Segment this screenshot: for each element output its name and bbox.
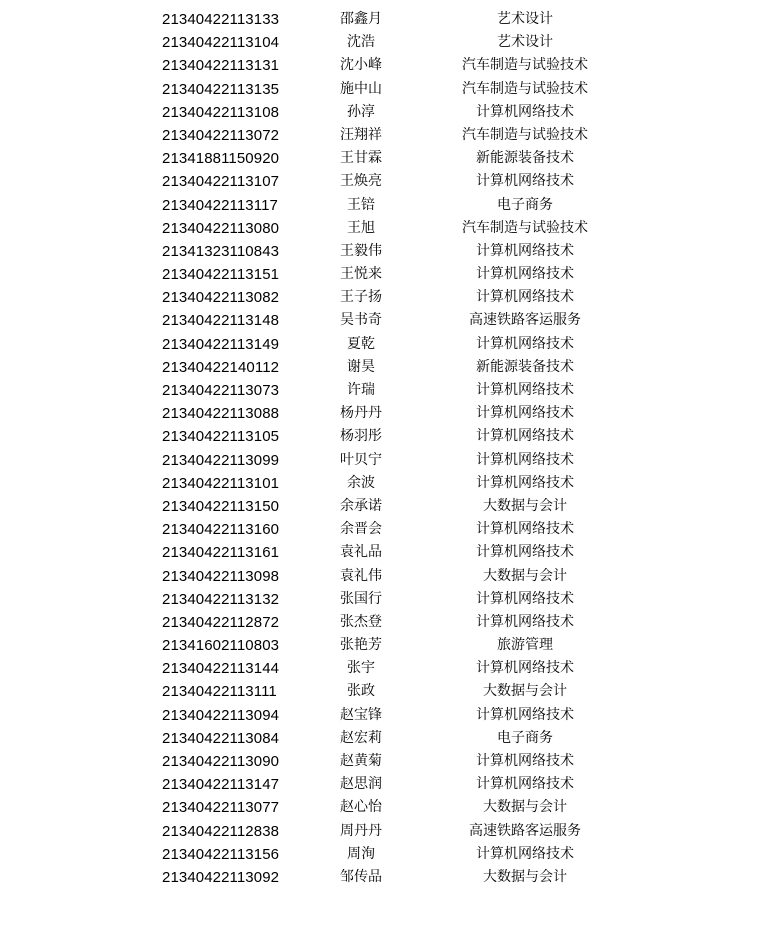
major-cell: 大数据与会计 (483, 868, 567, 885)
student-name-cell: 王悦来 (340, 266, 382, 283)
student-id-cell: 21340422113111 (162, 683, 277, 701)
student-name-cell: 余晋会 (340, 521, 382, 538)
table-row (0, 588, 773, 611)
major-cell: 计算机网络技术 (476, 660, 574, 677)
student-id-cell: 21340422113135 (162, 80, 280, 98)
student-id-cell: 21340422113107 (162, 173, 280, 191)
student-name-cell: 赵心怡 (340, 799, 382, 816)
student-name-cell: 赵思润 (340, 776, 382, 793)
major-cell: 计算机网络技术 (476, 706, 574, 723)
student-id-cell: 21340422113148 (162, 312, 280, 330)
table-row (0, 54, 773, 77)
student-name-cell: 余波 (347, 474, 375, 491)
student-id-cell: 21340422113084 (162, 729, 280, 747)
major-cell: 新能源装备技术 (476, 358, 574, 375)
table-row (0, 611, 773, 634)
table-row (0, 866, 773, 889)
student-name-cell: 叶贝宁 (340, 451, 382, 468)
student-list-table (0, 8, 773, 889)
table-row (0, 634, 773, 657)
table-row (0, 309, 773, 332)
table-row (0, 333, 773, 356)
major-cell: 计算机网络技术 (476, 103, 574, 120)
table-row (0, 78, 773, 101)
student-name-cell: 王子扬 (340, 289, 382, 306)
student-id-cell: 21340422113161 (162, 544, 280, 562)
student-id-cell: 21340422113117 (162, 196, 278, 214)
table-row (0, 680, 773, 703)
student-name-cell: 王焕亮 (340, 173, 382, 190)
student-id-cell: 21340422113132 (162, 590, 280, 608)
student-name-cell: 周丹丹 (340, 822, 382, 839)
major-cell: 计算机网络技术 (476, 753, 574, 769)
major-cell: 计算机网络技术 (476, 428, 574, 445)
student-id-cell: 21340422113099 (162, 451, 280, 469)
student-id-cell: 21340422113101 (162, 474, 280, 492)
table-row (0, 518, 773, 541)
major-cell: 大数据与会计 (483, 567, 567, 584)
student-name-cell: 杨羽彤 (340, 428, 382, 445)
student-id-cell: 21340422113080 (162, 219, 280, 237)
major-cell: 计算机网络技术 (476, 335, 574, 352)
student-id-cell: 21340422113149 (162, 335, 280, 353)
student-name-cell: 张国行 (340, 590, 382, 607)
table-row (0, 402, 773, 425)
student-id-cell: 21340422113160 (162, 521, 280, 539)
table-row (0, 657, 773, 680)
student-name-cell: 汪翔祥 (340, 126, 382, 143)
major-cell: 计算机网络技术 (476, 845, 574, 862)
table-row (0, 750, 773, 773)
table-row (0, 425, 773, 448)
major-cell: 新能源装备技术 (476, 150, 574, 167)
major-cell: 计算机网络技术 (476, 173, 574, 190)
student-name-cell: 许瑞 (347, 382, 375, 398)
student-id-cell: 21340422113144 (162, 660, 280, 678)
major-cell: 计算机网络技术 (476, 521, 574, 538)
student-id-cell: 21340422113147 (162, 776, 280, 794)
table-row (0, 843, 773, 866)
major-cell: 汽车制造与试验技术 (462, 126, 588, 143)
student-name-cell: 赵宝锋 (340, 706, 382, 723)
student-id-cell: 21340422113108 (162, 103, 280, 121)
student-name-cell: 谢昊 (347, 358, 375, 375)
student-id-cell: 21340422113105 (162, 428, 280, 446)
student-id-cell: 21340422113151 (162, 266, 280, 284)
major-cell: 计算机网络技术 (476, 776, 574, 793)
major-cell: 计算机网络技术 (476, 474, 574, 491)
table-row (0, 727, 773, 750)
student-name-cell: 赵宏莉 (340, 729, 382, 746)
student-id-cell: 21340422113077 (162, 799, 280, 817)
major-cell: 计算机网络技术 (476, 451, 574, 468)
table-row (0, 541, 773, 564)
student-name-cell: 赵黄菊 (340, 753, 382, 769)
student-name-cell: 余承诺 (340, 497, 382, 514)
student-name-cell: 张宇 (347, 660, 375, 677)
student-name-cell: 施中山 (340, 80, 382, 97)
student-id-cell: 21340422140112 (162, 358, 280, 376)
student-name-cell: 邹传品 (340, 868, 382, 885)
table-row (0, 472, 773, 495)
student-name-cell: 张杰登 (340, 613, 382, 630)
major-cell: 艺术设计 (497, 11, 553, 27)
major-cell: 汽车制造与试验技术 (462, 80, 588, 97)
major-cell: 计算机网络技术 (476, 405, 574, 422)
table-row (0, 704, 773, 727)
major-cell: 计算机网络技术 (476, 266, 574, 283)
student-id-cell: 21340422113092 (162, 868, 280, 886)
major-cell: 计算机网络技术 (476, 590, 574, 607)
table-row (0, 147, 773, 170)
student-name-cell: 王锫 (347, 196, 375, 213)
student-name-cell: 张艳芳 (340, 637, 382, 654)
table-row (0, 286, 773, 309)
student-name-cell: 夏乾 (347, 335, 375, 352)
major-cell: 计算机网络技术 (476, 544, 574, 561)
table-row (0, 194, 773, 217)
major-cell: 高速铁路客运服务 (469, 822, 581, 839)
student-name-cell: 杨丹丹 (340, 405, 382, 422)
student-name-cell: 沈小峰 (340, 57, 382, 74)
student-name-cell: 王旭 (347, 219, 375, 236)
major-cell: 大数据与会计 (483, 683, 567, 700)
student-id-cell: 21340422113133 (162, 11, 280, 28)
table-row (0, 240, 773, 263)
student-name-cell: 沈浩 (347, 34, 375, 51)
major-cell: 艺术设计 (497, 34, 553, 51)
major-cell: 计算机网络技术 (476, 382, 574, 398)
major-cell: 高速铁路客运服务 (469, 312, 581, 329)
table-row (0, 379, 773, 402)
table-row (0, 101, 773, 124)
student-name-cell: 袁礼品 (340, 544, 382, 561)
student-id-cell: 21340422113094 (162, 706, 280, 724)
student-id-cell: 21340422113082 (162, 289, 280, 307)
student-id-cell: 21340422113156 (162, 845, 280, 863)
student-id-cell: 21340422112838 (162, 822, 280, 840)
student-id-cell: 21340422113088 (162, 405, 280, 423)
table-row (0, 565, 773, 588)
table-row (0, 8, 773, 31)
major-cell: 大数据与会计 (483, 799, 567, 816)
table-row (0, 217, 773, 240)
table-row (0, 495, 773, 518)
major-cell: 汽车制造与试验技术 (462, 57, 588, 74)
student-name-cell: 袁礼伟 (340, 567, 382, 584)
table-row (0, 124, 773, 147)
table-row (0, 820, 773, 843)
table-row (0, 796, 773, 819)
student-id-cell: 21340422113073 (162, 382, 280, 399)
major-cell: 计算机网络技术 (476, 242, 574, 259)
major-cell: 计算机网络技术 (476, 289, 574, 306)
major-cell: 汽车制造与试验技术 (462, 219, 588, 236)
student-name-cell: 王甘霖 (340, 150, 382, 167)
student-id-cell: 21341881150920 (162, 150, 280, 168)
student-id-cell: 21340422112872 (162, 613, 280, 631)
student-name-cell: 张政 (347, 683, 375, 700)
student-id-cell: 21340422113104 (162, 34, 280, 52)
student-id-cell: 21340422113090 (162, 753, 280, 770)
table-row (0, 31, 773, 54)
student-name-cell: 王毅伟 (340, 242, 382, 259)
student-name-cell: 孙淳 (347, 103, 375, 120)
student-name-cell: 邵鑫月 (340, 11, 382, 27)
major-cell: 计算机网络技术 (476, 613, 574, 630)
table-row (0, 263, 773, 286)
table-row (0, 773, 773, 796)
student-id-cell: 21340422113150 (162, 497, 280, 515)
major-cell: 大数据与会计 (483, 497, 567, 514)
student-name-cell: 吴书奇 (340, 312, 382, 329)
student-id-cell: 21340422113131 (162, 57, 280, 75)
student-id-cell: 21340422113098 (162, 567, 280, 585)
major-cell: 电子商务 (497, 729, 553, 746)
student-id-cell: 21341323110843 (162, 242, 280, 260)
major-cell: 电子商务 (497, 196, 553, 213)
student-id-cell: 21340422113072 (162, 126, 280, 144)
table-row (0, 449, 773, 472)
student-id-cell: 21341602110803 (162, 637, 280, 655)
table-row (0, 170, 773, 193)
student-name-cell: 周洵 (347, 845, 375, 862)
table-row (0, 356, 773, 379)
major-cell: 旅游管理 (497, 637, 553, 654)
